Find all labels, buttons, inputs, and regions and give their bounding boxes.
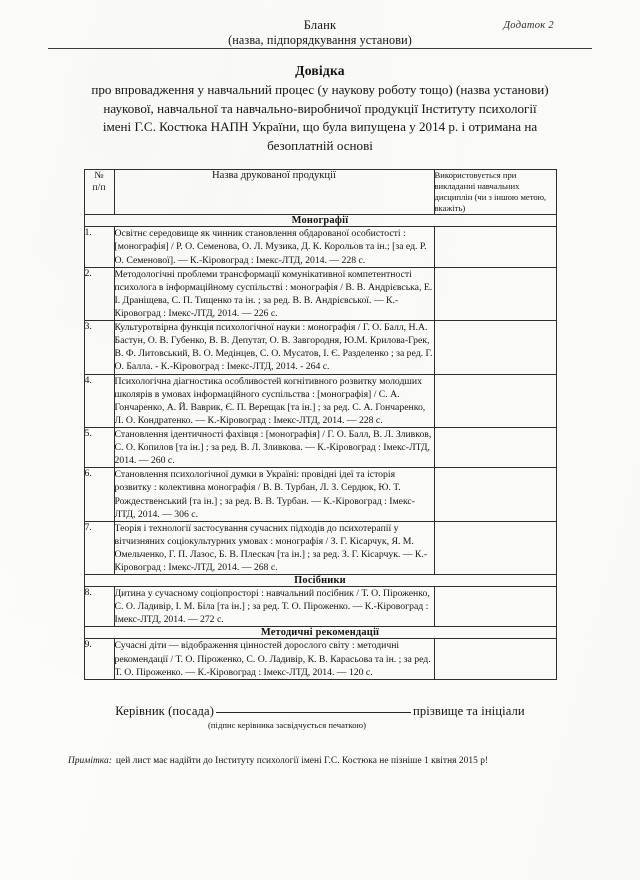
section-label: Монографії bbox=[84, 215, 556, 227]
table-header-row bbox=[84, 170, 556, 215]
row-usage-cell[interactable] bbox=[434, 374, 556, 427]
table-row bbox=[84, 374, 556, 427]
row-usage-cell[interactable] bbox=[434, 587, 556, 627]
products-table bbox=[84, 169, 557, 680]
footer-note-text: цей лист має надійти до Інституту психології імені Г.С. Костюка не пізніше 1 квітня 2015 р! bbox=[115, 755, 489, 766]
row-usage-cell[interactable] bbox=[434, 639, 556, 679]
row-number: 1. bbox=[84, 227, 114, 267]
row-number: 6. bbox=[84, 468, 114, 521]
row-product-name: Психологічна діагностика особливостей когнітивного розвитку молодших школярів в умовах інформаційного суспільства : [монографія] / С. А. Гончаренко, А. Й. Ваврик, Є. П. Верещак [та ін.] ; за ред. С. А. Гончаренко, Л. О. Кондратенко. — К.-Кіровоград : Імекс-ЛТД, 2014. — 228 с. bbox=[114, 374, 434, 427]
table-row bbox=[84, 321, 556, 374]
row-product-name: Культуротвірна функція психологічної науки : монографія / Г. О. Балл, Н.А. Бастун, О. В. Губенко, В. В. Депутат, О. В. Завгородня, Ю.М. Крилова-Грек, В. Ф. Литовський, В. О. Медінцев, С. О. Мусатов, І. Є. Разделенко ; за ред. Г. О. Балла. - К.-Кіровоград : Імекс-ЛТД, 2014. - 264 с. bbox=[114, 322, 433, 373]
row-number: 2. bbox=[84, 267, 114, 320]
footer-note bbox=[42, 756, 598, 766]
row-number: 5. bbox=[84, 427, 114, 467]
signature-field[interactable] bbox=[216, 702, 411, 713]
row-usage-cell[interactable] bbox=[434, 427, 556, 467]
table-section-row bbox=[84, 575, 556, 587]
column-header-number bbox=[84, 170, 114, 215]
document-header bbox=[42, 0, 598, 46]
table-row bbox=[84, 468, 556, 521]
table-section-row bbox=[84, 215, 556, 227]
row-number: 3. bbox=[84, 321, 114, 374]
table-section-row bbox=[84, 627, 556, 639]
row-product-name: Становлення психологічної думки в Україні: провідні ідеї та історія розвитку : колективна монографія / В. В. Турбан, Л. З. Сердюк, Ю. Т. Рождественський [та ін.] ; за ред. В. В. Турбан. — К.-Кіровоград : Імекс-ЛТД, 2014. — 306 с. bbox=[114, 468, 434, 521]
table-row bbox=[84, 267, 556, 320]
row-product-name: Освітнє середовище як чинник становлення обдарованої особистості : [монографія] / Р. О. Семенова, О. Л. Музика, Д. К. Корольов та ін.; [за ед. Р. О. Семенової]. — К.-Кіровоград : Імекс-ЛТД, 2014. — 228 с. bbox=[114, 227, 434, 267]
column-header-product-name: Назва друкованої продукції bbox=[114, 170, 434, 215]
table-row bbox=[84, 427, 556, 467]
title-line-4: безоплатній основі bbox=[267, 137, 373, 153]
row-product-name: Сучасні діти — відображення цінностей дорослого світу : методичні рекомендації / Т. О. Піроженко, С. О. Ладивір, К. В. Карасьова та ін. ; за ред. Т. О. Піроженко. — К.-Кіровоград : Імекс-ЛТД, 2014. — 120 с. bbox=[114, 639, 434, 679]
signature-note: (підпис керівника засвідчується печаткою) bbox=[207, 719, 367, 730]
title-line-2: наукової, навчальної та навчально-виробничої продукції Інституту психології bbox=[103, 100, 537, 116]
title-line-3: імені Г.С. Костюка НАПН України, що була випущена у 2014 р. і отримана на bbox=[102, 119, 538, 135]
row-number: 8. bbox=[84, 587, 114, 627]
row-usage-cell[interactable] bbox=[434, 227, 556, 267]
section-label: Методичні рекомендації bbox=[84, 627, 556, 639]
row-number: 7. bbox=[84, 521, 114, 574]
table-body bbox=[84, 215, 556, 680]
row-number: 4. bbox=[84, 374, 114, 427]
footer-note-label: Примітка: bbox=[68, 755, 112, 766]
signature-line bbox=[48, 702, 592, 719]
title-line-1: про впровадження у навчальний процес (у наукову роботу тощо) (назва установи) bbox=[91, 82, 549, 97]
document-title-block bbox=[42, 63, 598, 155]
row-usage-cell[interactable] bbox=[434, 267, 556, 320]
table-row bbox=[84, 227, 556, 267]
row-number: 9. bbox=[84, 639, 114, 679]
table-row bbox=[84, 587, 556, 627]
row-product-name: Теорія і технології застосування сучасних підходів до психотерапії у вітчизняних соціокультурних умовах : монографія / З. Г. Кісарчук, Я. М. Омельченко, Г. П. Лазос, Б. В. Плескач [та ін.] ; за ред. З. Г. Кісарчук. — К.-Кіровоград : Імекс-ЛТД, 2014. — 268 с. bbox=[114, 521, 434, 574]
column-header-number-line1: № bbox=[94, 170, 104, 182]
row-usage-cell[interactable] bbox=[434, 321, 556, 374]
row-product-name: Дитина у сучасному соціопросторі : навчальний посібник / Т. О. Піроженко, С. О. Ладивір, І. М. Біла [та ін.] ; за ред. Т. О. Піроженко. — К.-Кіровоград : Імекс-ЛТД, 2014. — 272 с. bbox=[114, 587, 434, 627]
blank-sublabel: (назва, підпорядкування установи) bbox=[228, 32, 412, 47]
appendix-label: Додаток 2 bbox=[503, 20, 554, 31]
page-title: Довідка bbox=[295, 63, 345, 78]
table-row bbox=[84, 521, 556, 574]
signature-name-label: прізвище та ініціали bbox=[413, 703, 525, 718]
row-product-name: Становлення ідентичності фахівця : [монографія] / Г. О. Балл, В. Л. Зливков, С. О. Копилов [та ін.] ; за ред. В. Л. Зливкова. — К.-Кіровоград : Імекс-ЛТД, 2014. — 260 с. bbox=[114, 427, 434, 467]
row-usage-cell[interactable] bbox=[434, 521, 556, 574]
column-header-usage: Використовується при викладанні навчальних дисциплін (чи з іншою метою, вкажіть) bbox=[434, 170, 556, 215]
column-header-number-line2: п/п bbox=[92, 182, 106, 194]
blank-label: Бланк bbox=[303, 18, 337, 32]
header-divider bbox=[48, 48, 592, 49]
row-product-name: Методологічні проблеми трансформації комунікативної компетентності психолога в інформаційному суспільстві : монографія / В. В. Андрієвська, Е. І. Драніщева, С. П. Тищенко та ін. ; за ред. В. В. Андрієвської. — К.-Кіровоград : Імекс-ЛТД, 2014. — 226 с. bbox=[114, 268, 433, 319]
section-label: Посібники bbox=[84, 575, 556, 587]
signature-role-label: Керівник (посада) bbox=[115, 703, 215, 718]
signature-block bbox=[42, 702, 598, 730]
row-usage-cell[interactable] bbox=[434, 468, 556, 521]
table-row bbox=[84, 639, 556, 679]
table-head bbox=[84, 170, 556, 215]
